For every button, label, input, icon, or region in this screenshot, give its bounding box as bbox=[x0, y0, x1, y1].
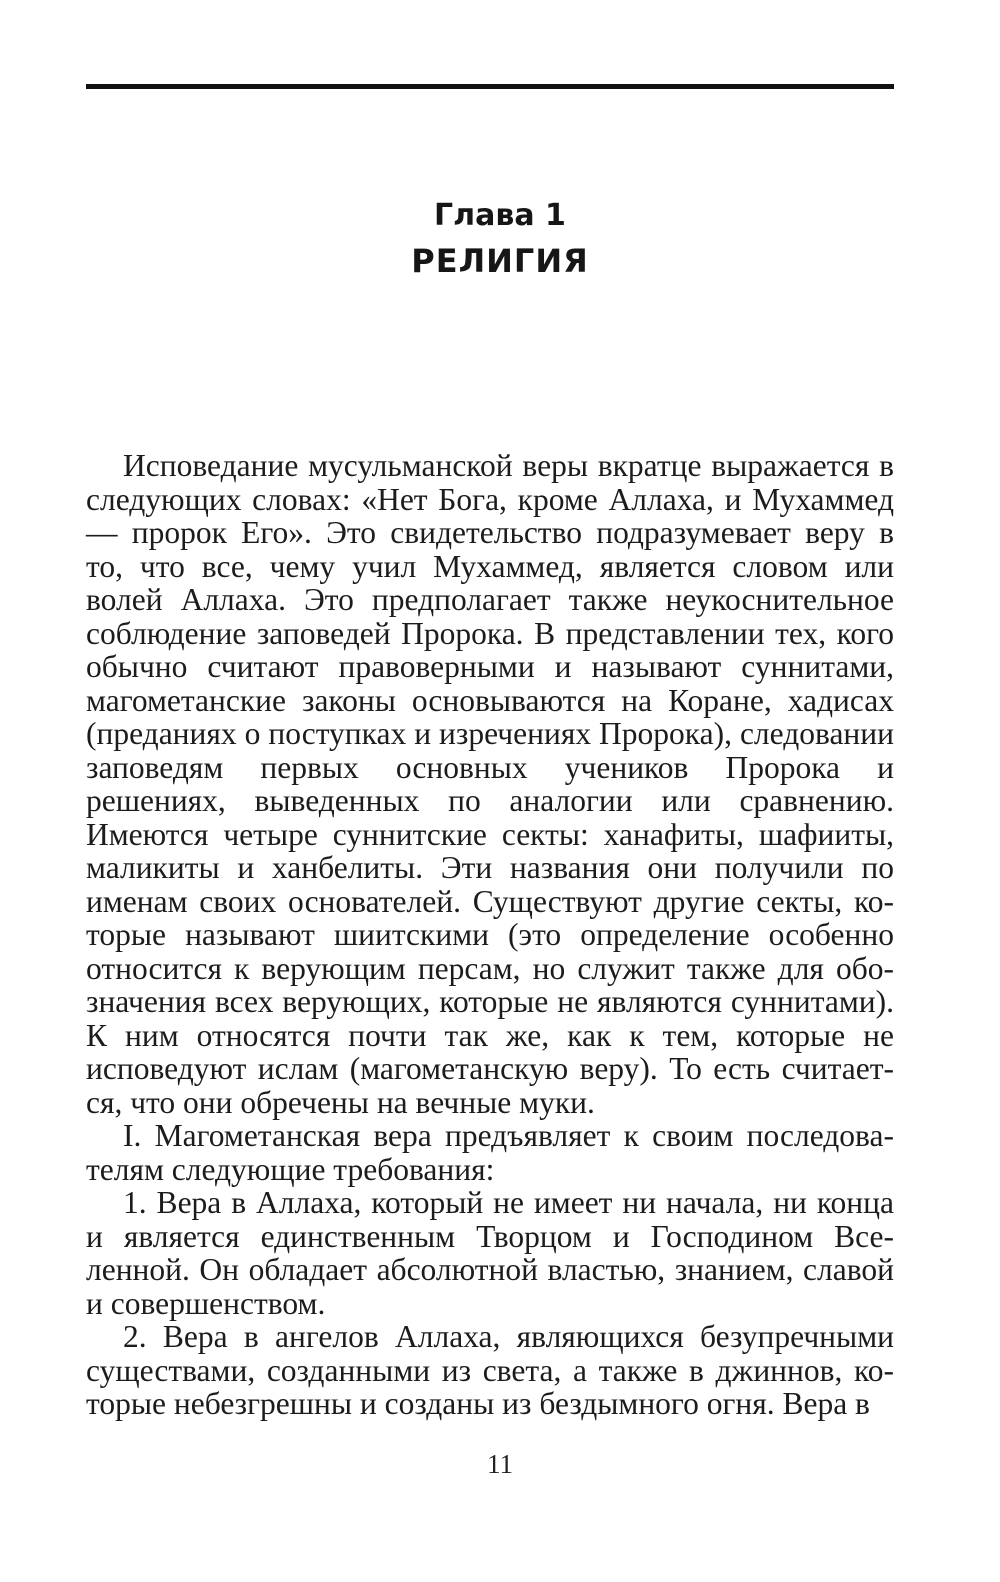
paragraph-item-1: 1. Вера в Аллаха, который не имеет ни начала, ни конца и является единственным Творцом и Господином Вселенной. Он обладает абсолютной властью, знанием, славой и совершенством. bbox=[86, 1185, 894, 1321]
paragraph-item-2: 2. Вера в ангелов Аллаха, являющихся безупречными существами, созданными из света, а также в джиннов, которые небезгрешны и созданы из бездымного огня. Вера в bbox=[86, 1319, 894, 1421]
body-text bbox=[86, 449, 894, 1421]
paragraph-requirements: I. Магометанская вера предъявляет к своим последователям следующие требования: bbox=[86, 1118, 894, 1187]
page-number: 11 bbox=[487, 1449, 513, 1479]
chapter-title: РЕЛИГИЯ bbox=[411, 242, 589, 280]
paragraph-intro: Исповедание мусульманской веры вкратце выражается в следующих словах: «Нет Бога, кроме Аллаха, и Мухаммед — пророк Его». Это свидетельство подразумевает веру в то, что все, чему учил Мухаммед, является словом или волей Аллаха. Это предполагает также неукоснительное соблюдение заповедей Пророка. В представлении тех, кого обычно считают правоверными и называют суннитами, магометанские законы основываются на Коране, хадисах (преданиях о поступках и изречениях Пророка), следовании заповедям первых основных учеников Пророка и решениях, выведенных по аналогии или сравнению. Имеются четыре суннитские секты: ханафиты, шафииты, маликиты и ханбелиты. Эти названия они получили по именам своих основателей. Существуют другие секты, которые называют шиитскими (это определение особенно относится к верующим персам, но служит также для обозначения всех верующих, которые не являются суннитами). К ним относятся почти так же, как к тем, которые не исповедуют ислам (магометанскую веру). То есть считается, что они обречены на вечные муки. bbox=[86, 448, 894, 1120]
chapter-number: Глава 1 bbox=[434, 198, 566, 233]
top-rule bbox=[86, 84, 894, 89]
